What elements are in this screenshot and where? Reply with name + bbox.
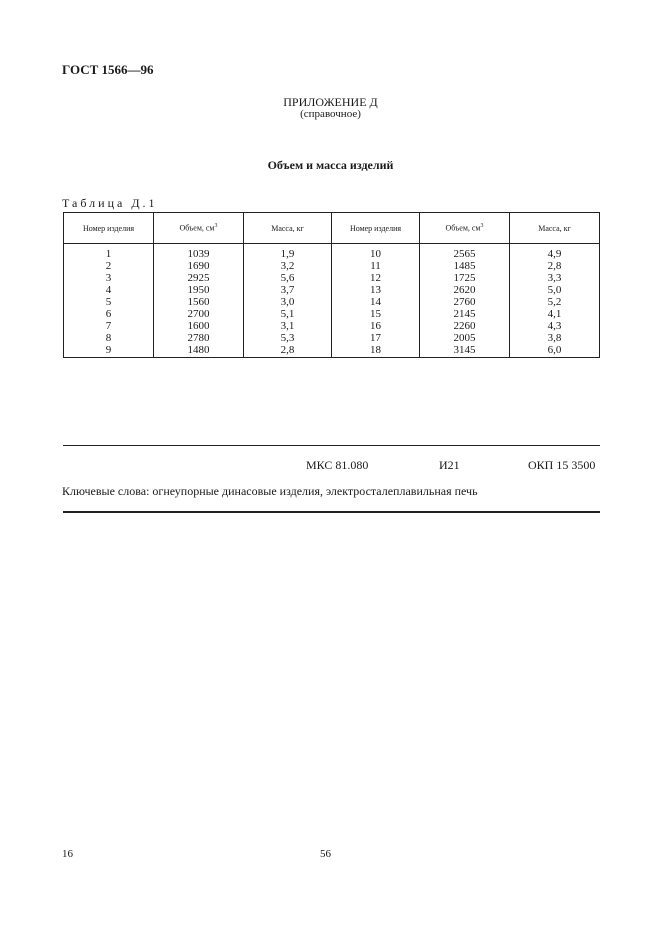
table-cell: 9 — [64, 344, 154, 358]
column-header — [332, 213, 420, 244]
table-cell: 12 — [332, 272, 420, 284]
table-cell: 2,8 — [510, 260, 600, 272]
section-title: Объем и масса изделий — [267, 158, 394, 172]
table-cell: 7 — [64, 320, 154, 332]
table-cell: 2 — [64, 260, 154, 272]
column-header-label: Номер изделия — [349, 223, 402, 233]
table-caption: Таблица Д.1 — [62, 196, 158, 210]
table-cell: 2,8 — [244, 344, 332, 358]
table-cell: 2005 — [420, 332, 510, 344]
table-cell: 14 — [332, 296, 420, 308]
table-cell: 2260 — [420, 320, 510, 332]
table-row — [64, 244, 600, 261]
column-header-label: Объем, см — [179, 223, 215, 233]
table-cell: 5,1 — [244, 308, 332, 320]
table-cell: 8 — [64, 332, 154, 344]
table-cell: 18 — [332, 344, 420, 358]
page-number-left: 16 — [62, 848, 73, 860]
index-code: И21 — [439, 458, 460, 472]
table-cell: 3,7 — [244, 284, 332, 296]
table-cell: 2620 — [420, 284, 510, 296]
table-cell: 3,1 — [244, 320, 332, 332]
table-cell: 17 — [332, 332, 420, 344]
column-header — [510, 213, 600, 244]
table-cell: 3,3 — [510, 272, 600, 284]
table-cell: 5,0 — [510, 284, 600, 296]
table-row — [64, 284, 600, 296]
keywords: Ключевые слова: огнеупорные динасовые изделия, электросталеплавильная печь — [62, 484, 478, 498]
table-cell: 5,2 — [510, 296, 600, 308]
column-header-label: Масса, кг — [271, 223, 304, 233]
table-cell: 4,1 — [510, 308, 600, 320]
table-cell: 11 — [332, 260, 420, 272]
table-body — [64, 244, 600, 358]
table-cell: 1725 — [420, 272, 510, 284]
table-row — [64, 296, 600, 308]
table-cell: 1485 — [420, 260, 510, 272]
table-cell: 5,6 — [244, 272, 332, 284]
table-cell: 15 — [332, 308, 420, 320]
table-cell: 2700 — [154, 308, 244, 320]
table-cell: 5 — [64, 296, 154, 308]
table-row — [64, 272, 600, 284]
divider-bottom — [63, 511, 600, 513]
column-header-unit-exponent: 3 — [480, 223, 484, 230]
table-cell: 4 — [64, 284, 154, 296]
table-cell: 5,3 — [244, 332, 332, 344]
column-header-label: Номер изделия — [82, 223, 135, 233]
table-cell: 1039 — [154, 244, 244, 261]
table-row — [64, 320, 600, 332]
table-cell: 6,0 — [510, 344, 600, 358]
table-header-row — [64, 213, 600, 244]
table-row — [64, 344, 600, 358]
table-cell: 4,3 — [510, 320, 600, 332]
table-cell: 6 — [64, 308, 154, 320]
column-header — [420, 213, 510, 244]
table-row — [64, 332, 600, 344]
table-row — [64, 308, 600, 320]
table-cell: 2760 — [420, 296, 510, 308]
column-header — [64, 213, 154, 244]
table-cell: 16 — [332, 320, 420, 332]
appendix-title: ПРИЛОЖЕНИЕ Д — [283, 95, 378, 109]
table-cell: 1 — [64, 244, 154, 261]
table-cell: 3,8 — [510, 332, 600, 344]
volume-mass-table — [63, 212, 600, 358]
table-cell: 2780 — [154, 332, 244, 344]
table-cell: 2925 — [154, 272, 244, 284]
appendix-subtitle: (справочное) — [300, 108, 361, 120]
column-header-label: Масса, кг — [538, 223, 571, 233]
column-header-label: Объем, см — [445, 223, 481, 233]
document-id: ГОСТ 1566—96 — [62, 62, 154, 77]
table-cell: 1560 — [154, 296, 244, 308]
okp-code: ОКП 15 3500 — [528, 458, 596, 472]
table-cell: 1950 — [154, 284, 244, 296]
table-cell: 13 — [332, 284, 420, 296]
table-cell: 3 — [64, 272, 154, 284]
table-cell: 2145 — [420, 308, 510, 320]
mks-code: МКС 81.080 — [306, 458, 369, 472]
column-header-unit-exponent: 3 — [214, 223, 218, 230]
table-row — [64, 260, 600, 272]
divider-top — [63, 445, 600, 446]
table-cell: 2565 — [420, 244, 510, 261]
table-cell: 1,9 — [244, 244, 332, 261]
page-number-center: 56 — [320, 848, 331, 860]
table-cell: 1690 — [154, 260, 244, 272]
table-cell: 3,2 — [244, 260, 332, 272]
column-header — [244, 213, 332, 244]
table-cell: 10 — [332, 244, 420, 261]
table-cell: 1480 — [154, 344, 244, 358]
table-cell: 3145 — [420, 344, 510, 358]
table-cell: 3,0 — [244, 296, 332, 308]
column-header — [154, 213, 244, 244]
table-cell: 4,9 — [510, 244, 600, 261]
table-cell: 1600 — [154, 320, 244, 332]
